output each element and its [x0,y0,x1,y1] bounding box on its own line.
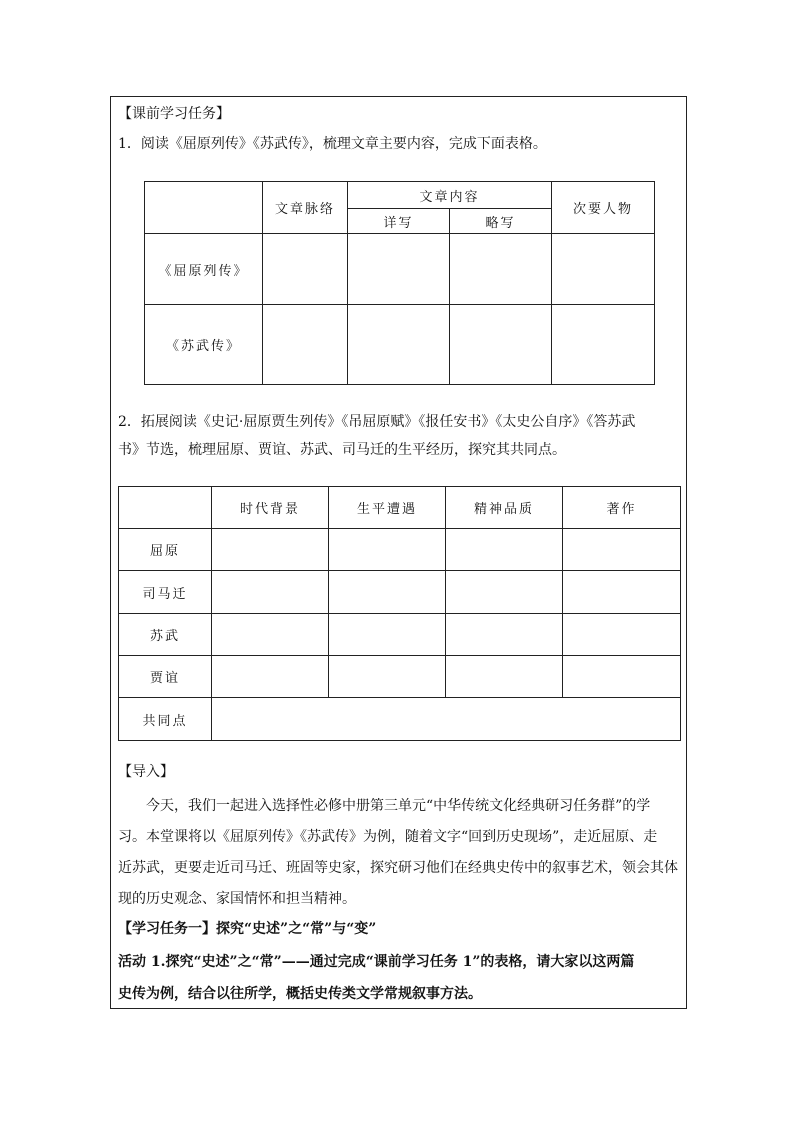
table2-common-cell [212,698,681,741]
table2-cell [329,529,446,571]
table1-cell [348,305,450,385]
task-2-line-1: 2．拓展阅读《史记·屈原贾生列传》《吊屈原赋》《报任安书》《太史公自序》《答苏武 [118,414,636,430]
table1-row-label: 《苏武传》 [145,305,263,385]
table1-cell [552,234,655,305]
table2-cell [563,529,681,571]
table2-cell [212,571,329,614]
table2-row-label: 屈原 [119,529,212,571]
table2-header: 时代背景 [212,487,329,529]
table1-cell [348,234,450,305]
table1-header-xiang: 详写 [348,209,450,234]
table2-cell [563,571,681,614]
table2-header: 生平遭遇 [329,487,446,529]
table1-cell [450,305,552,385]
table2-cell [563,656,681,698]
table2-cell [329,571,446,614]
table1-header-lue: 略写 [450,209,552,234]
table1-cell [263,305,348,385]
intro-line-4: 现的历史观念、家国情怀和担当精神。 [118,891,356,907]
task-1-text: 1．阅读《屈原列传》《苏武传》，梳理文章主要内容，完成下面表格。 [118,136,547,152]
table1-row-label: 《屈原列传》 [145,234,263,305]
table2-row-label: 司马迁 [119,571,212,614]
intro-header: 【导入】 [118,764,174,780]
table-task1 [144,181,655,385]
table1-cell [552,305,655,385]
table2-cell [446,614,563,656]
table1-header-neirong: 文章内容 [348,182,552,209]
table1-cell [263,234,348,305]
table2-cell [212,614,329,656]
table2-row-label: 贾谊 [119,656,212,698]
table2-cell [329,614,446,656]
learning-task-one: 【学习任务一】探究“史述”之“常”与“变” [118,921,377,937]
table2-cell [446,529,563,571]
table2-row-label: 共同点 [119,698,212,741]
table2-cell [563,614,681,656]
intro-line-1: 今天，我们一起进入选择性必修中册第三单元“中华传统文化经典研习任务群”的学 [146,798,651,814]
table2-corner [119,487,212,529]
table2-header: 精神品质 [446,487,563,529]
intro-line-2: 习。本堂课将以《屈原列传》《苏武传》为例，随着文字“回到历史现场”，走近屈原、走 [118,829,658,845]
table2-row-label: 苏武 [119,614,212,656]
section-header-pre-class: 【课前学习任务】 [118,106,230,122]
intro-line-3: 近苏武，更要走近司马迁、班固等史家，探究研习他们在经典史传中的叙事艺术，领会其体 [118,860,678,876]
task-2-line-2: 书》节选，梳理屈原、贾谊、苏武、司马迁的生平经历，探究其共同点。 [118,442,566,458]
table1-corner [145,182,263,234]
table-task2 [118,486,681,741]
table2-cell [212,529,329,571]
table2-cell [446,656,563,698]
table1-header-mailuo: 文章脉络 [263,182,348,234]
table2-cell [212,656,329,698]
table1-header-ciyao: 次要人物 [552,182,655,234]
activity-1-line-2: 史传为例，结合以往所学，概括史传类文学常规叙事方法。 [118,986,482,1002]
table2-cell [446,571,563,614]
table2-header: 著作 [563,487,681,529]
table1-cell [450,234,552,305]
table2-cell [329,656,446,698]
activity-1-line-1: 活动 1.探究“史述”之“常”——通过完成“课前学习任务 1”的表格，请大家以这两篇 [118,954,635,970]
